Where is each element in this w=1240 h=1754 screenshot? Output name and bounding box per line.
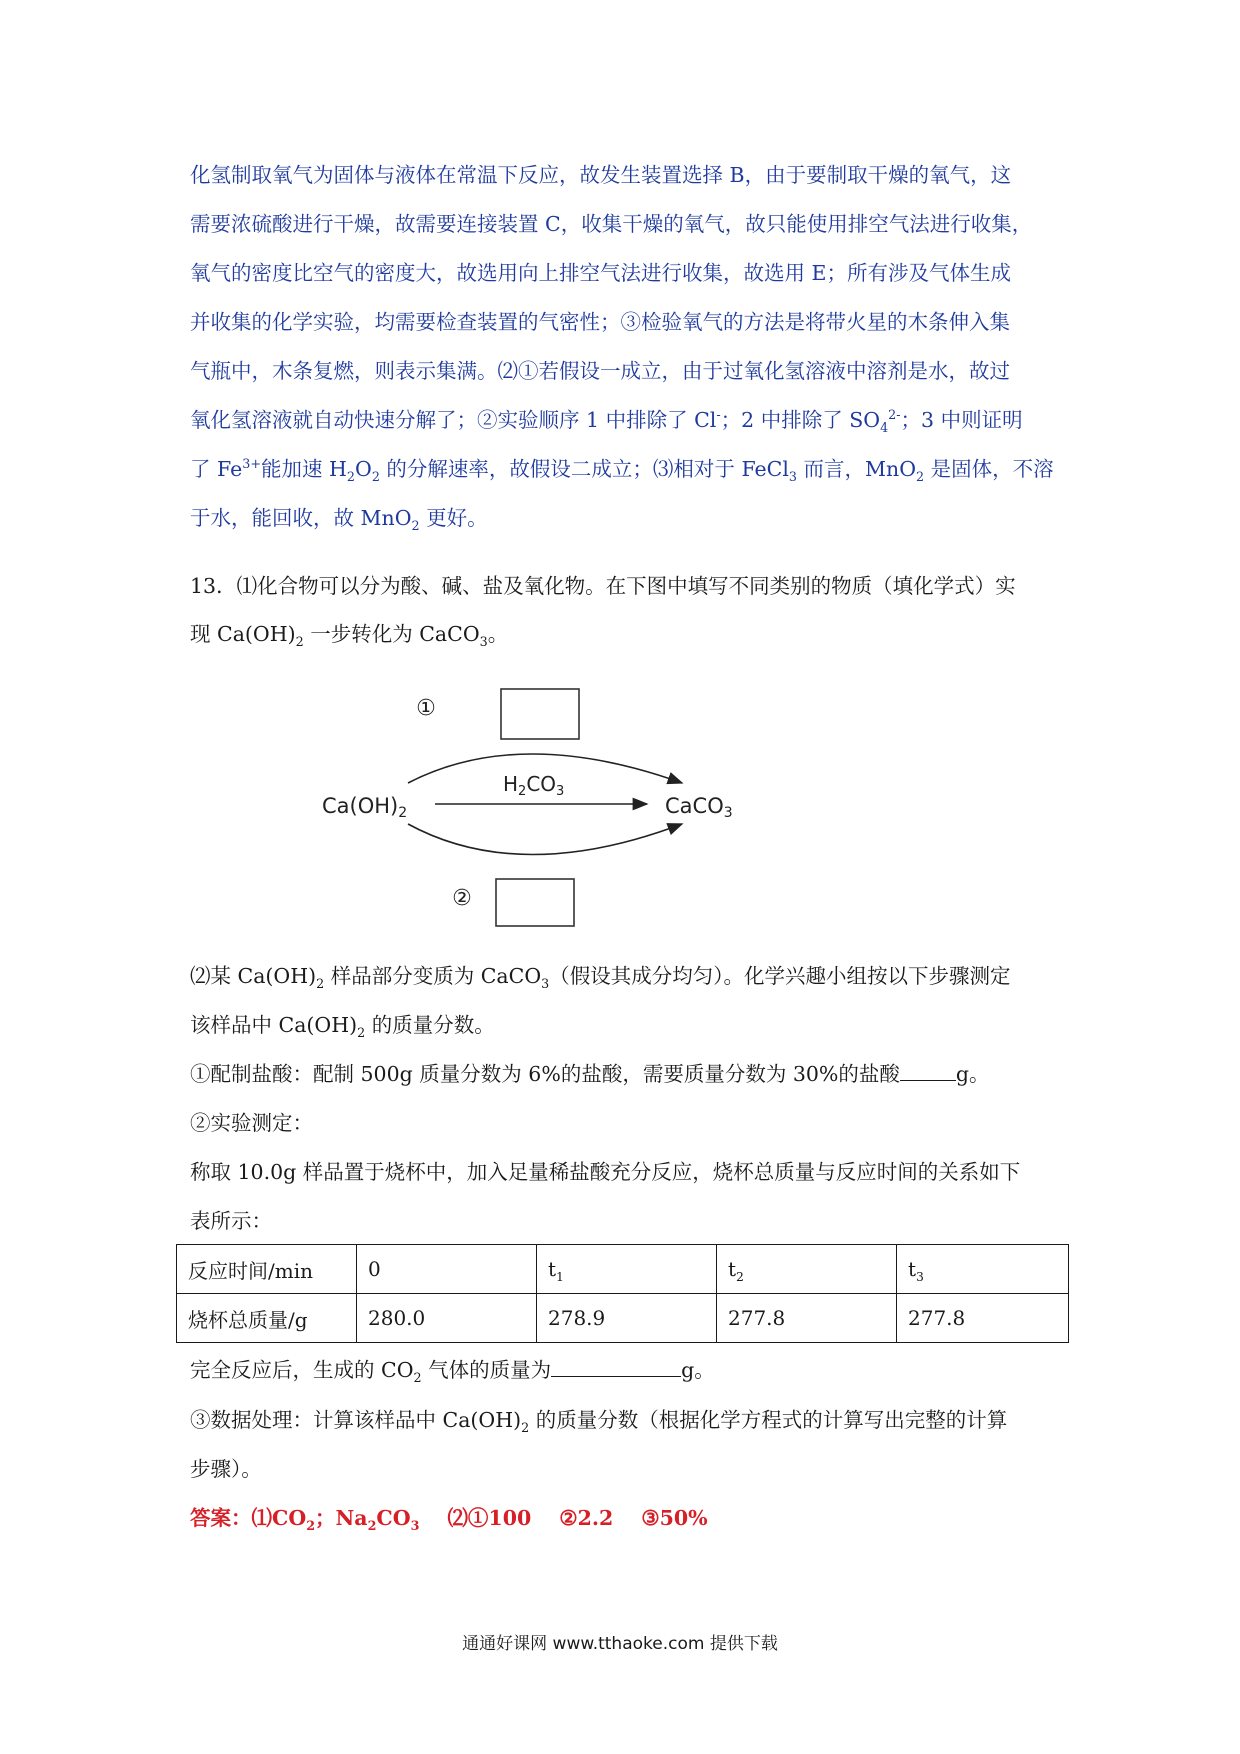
table-cell: 277.8 bbox=[897, 1294, 1069, 1343]
explanation-line-8: 于水，能回收，故 MnO$_2$ 更好。 bbox=[190, 506, 488, 534]
table-cell: 278.9 bbox=[537, 1294, 717, 1343]
table-row bbox=[177, 1294, 1069, 1343]
explanation-line-1: 化氢制取氧气为固体与液体在常温下反应，故发生装置选择 B，由于要制取干燥的氧气，这 bbox=[190, 163, 1012, 187]
explanation-line-5: 气瓶中，木条复燃，则表示集满。⑵①若假设一成立，由于过氧化氢溶液中溶剂是水，故过 bbox=[190, 359, 1010, 383]
question-step-2-line-2: 表所示： bbox=[190, 1209, 272, 1233]
table-cell: 277.8 bbox=[717, 1294, 897, 1343]
table-row bbox=[177, 1245, 1069, 1294]
question-13-line-1: 13．⑴化合物可以分为酸、碱、盐及氧化物。在下图中填写不同类别的物质（填化学式）实 bbox=[190, 574, 1016, 598]
explanation-line-4: 并收集的化学实验，均需要检查装置的气密性；③检验氧气的方法是将带火星的木条伸入集 bbox=[190, 310, 1010, 334]
question-co2-line: 完全反应后，生成的 $CO_2$ 气体的质量为 g。 bbox=[190, 1358, 715, 1386]
table-header-cell: 反应时间/min bbox=[177, 1245, 357, 1294]
lower-arc-arrow bbox=[408, 824, 682, 855]
reactant-label: Ca(OH)2 bbox=[322, 794, 408, 821]
question-step-2-heading: ②实验测定： bbox=[190, 1111, 313, 1135]
question-13-part-2-line-2: 该样品中 $Ca(OH)_2$ 的质量分数。 bbox=[190, 1013, 495, 1041]
explanation-line-6: 氧化氢溶液就自动快速分解了；②实验顺序 1 中排除了 Cl-；2 中排除了 $SO_4^{2-}$；3 中则证明 bbox=[190, 407, 1023, 436]
reaction-diagram bbox=[320, 680, 760, 942]
answer-box-2 bbox=[496, 879, 574, 926]
answer-line: 答案：$⑴CO_2$；$Na_2CO_3$ ⑵①100 ②2.2 ③50% bbox=[190, 1506, 708, 1534]
reagent-label: $H_2CO_3$ bbox=[503, 772, 565, 799]
question-13-part-2-line-1: ⑵某 $Ca(OH)_2$ 样品部分变质为 CaCO$_3$（假设其成分均匀）。化学兴趣小组按以下步骤测定 bbox=[190, 964, 1011, 992]
table-cell: $t_2$ bbox=[717, 1245, 897, 1294]
explanation-line-2: 需要浓硫酸进行干燥，故需要连接装置 C，收集干燥的氧气，故只能使用排空气法进行收集， bbox=[190, 212, 1033, 236]
question-step-3-line-1: ③数据处理：计算该样品中 $Ca(OH)_2$ 的质量分数（根据化学方程式的计算写出完整的计算 bbox=[190, 1408, 1008, 1436]
circle-label-1: ① bbox=[416, 696, 436, 721]
explanation-line-7: 了 $Fe^{3+}$能加速 $H_2O_2$ 的分解速率，故假设二成立；⑶相对于 FeCl$_3$ 而言，MnO$_2$ 是固体，不溶 bbox=[190, 456, 1054, 485]
question-step-2-line-1: 称取 10.0g 样品置于烧杯中，加入足量稀盐酸充分反应，烧杯总质量与反应时间的关系如下 bbox=[190, 1160, 1021, 1184]
table-cell: $t_1$ bbox=[537, 1245, 717, 1294]
table-header-cell: 烧杯总质量/g bbox=[177, 1294, 357, 1343]
question-step-3-line-2: 步骤）。 bbox=[190, 1457, 262, 1481]
fill-blank-2 bbox=[551, 1358, 681, 1377]
product-label: CaCO3 bbox=[665, 794, 733, 821]
explanation-line-3: 氧气的密度比空气的密度大，故选用向上排空气法进行收集，故选用 E；所有涉及气体生成 bbox=[190, 261, 1011, 285]
table-cell: 0 bbox=[357, 1245, 537, 1294]
question-step-1: ①配制盐酸：配制 500g 质量分数为 6%的盐酸，需要质量分数为 30%的盐酸 g。 bbox=[190, 1062, 990, 1086]
page-footer: 通通好课网 www.tthaoke.com 提供下载 bbox=[462, 1634, 778, 1654]
fill-blank-1 bbox=[900, 1062, 956, 1081]
mass-time-table bbox=[176, 1244, 1069, 1343]
circle-label-2: ② bbox=[452, 886, 472, 911]
table-cell: 280.0 bbox=[357, 1294, 537, 1343]
answer-box-1 bbox=[501, 689, 579, 739]
question-13-line-2: 现 $Ca(OH)_2$ 一步转化为 CaCO$_3$。 bbox=[190, 622, 509, 650]
table-cell: $t_3$ bbox=[897, 1245, 1069, 1294]
